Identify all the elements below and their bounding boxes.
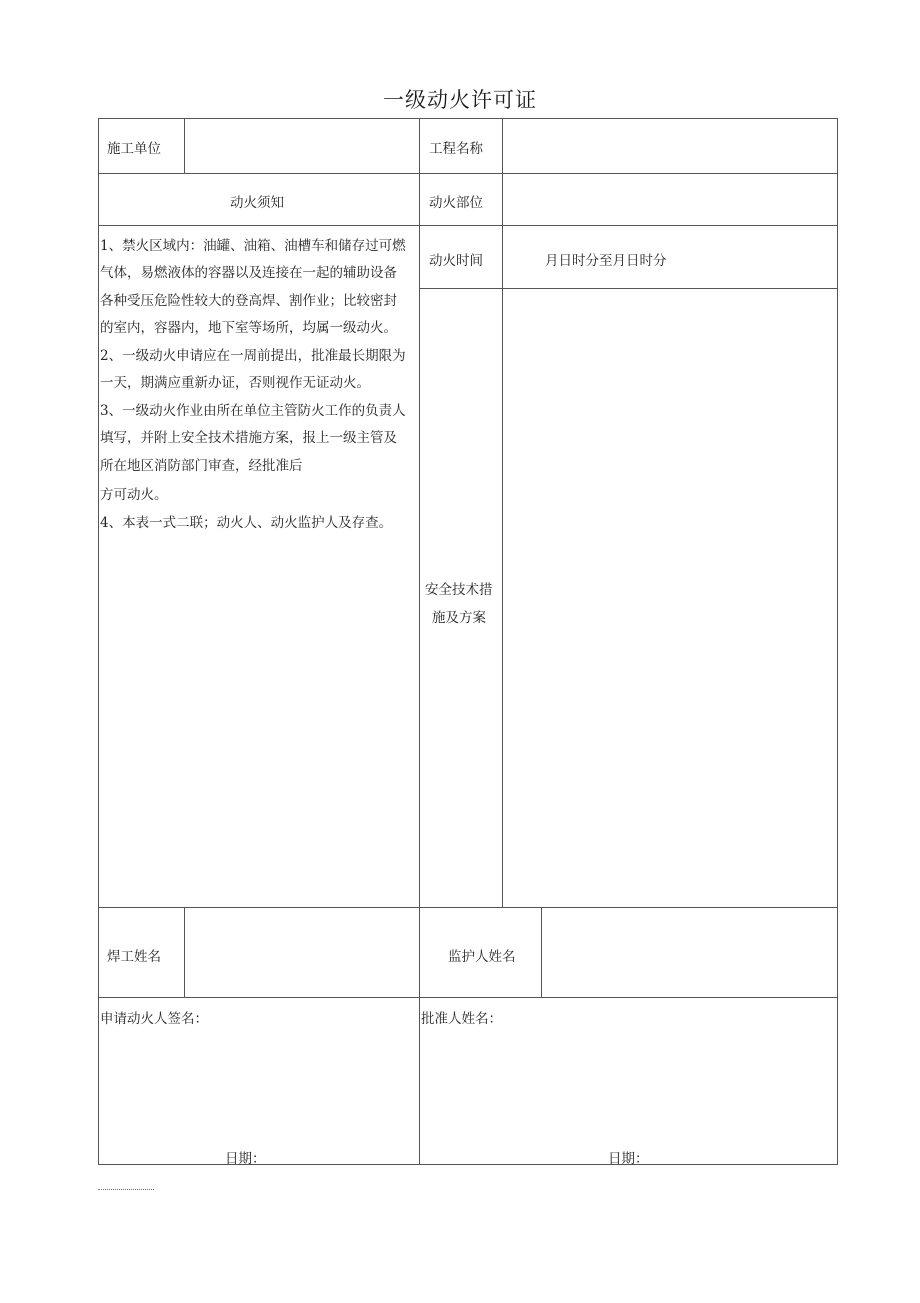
fire-location-label: 动火部位: [429, 195, 483, 211]
date-label-right: 日期：: [608, 1151, 649, 1167]
row-divider-1: [98, 173, 838, 174]
column-divider-unit: [184, 118, 185, 173]
supervisor-name-label: 监护人姓名: [448, 949, 516, 965]
notice-line-11: 4、本表一式二联；动火人、动火监护人及存查。: [100, 515, 393, 531]
notice-line-7: 3、一级动火作业由所在单位主管防火工作的负责人: [100, 403, 406, 419]
row-divider-4: [98, 907, 838, 908]
notice-line-8: 填写，并附上安全技术措施方案，报上一级主管及: [100, 430, 397, 446]
fire-notice-heading: 动火须知: [230, 195, 284, 211]
notice-line-6: 一天，期满应重新办证，否则视作无证动火。: [100, 375, 370, 391]
notice-line-10: 方可动火。: [100, 487, 168, 503]
row-divider-3: [419, 288, 838, 289]
notice-line-1: 1、禁火区域内：油罐、油箱、油槽车和储存过可燃: [100, 238, 406, 254]
column-divider-welder: [184, 907, 185, 997]
applicant-signature-label: 申请动火人签名：: [100, 1011, 208, 1027]
notice-line-2: 气体，易燃液体的容器以及连接在一起的辅助设备: [100, 265, 397, 281]
notice-line-4: 的室内，容器内，地下室等场所，均属一级动火。: [100, 320, 397, 336]
fire-time-label: 动火时间: [429, 253, 483, 269]
table-border-left: [98, 118, 99, 1165]
page-title: 一级动火许可证: [383, 88, 537, 112]
footer-dotted-line: [98, 1189, 154, 1190]
safety-measures-label-line-2: 施及方案: [432, 610, 486, 626]
safety-measures-label-line-1: 安全技术措: [425, 582, 493, 598]
table-border-bottom: [98, 1164, 838, 1165]
table-border-top: [98, 118, 838, 119]
table-border-right: [837, 118, 838, 1165]
column-divider-middle: [419, 118, 420, 1165]
welder-name-label: 焊工姓名: [107, 949, 161, 965]
column-divider-right-label: [502, 118, 503, 907]
approver-name-label: 批准人姓名：: [421, 1011, 502, 1027]
column-divider-supervisor: [541, 907, 542, 997]
notice-line-5: 2、一级动火申请应在一周前提出，批准最长期限为: [100, 348, 406, 364]
notice-line-9: 所在地区消防部门审查，经批准后: [100, 458, 303, 474]
notice-line-3: 各种受压危险性较大的登高焊、割作业；比较密封: [100, 293, 397, 309]
date-label-left: 日期：: [225, 1151, 266, 1167]
fire-time-value: 月日时分至月日时分: [545, 253, 667, 269]
row-divider-5: [98, 997, 838, 998]
construction-unit-label: 施工单位: [107, 141, 161, 157]
row-divider-2: [98, 225, 838, 226]
project-name-label: 工程名称: [429, 141, 483, 157]
